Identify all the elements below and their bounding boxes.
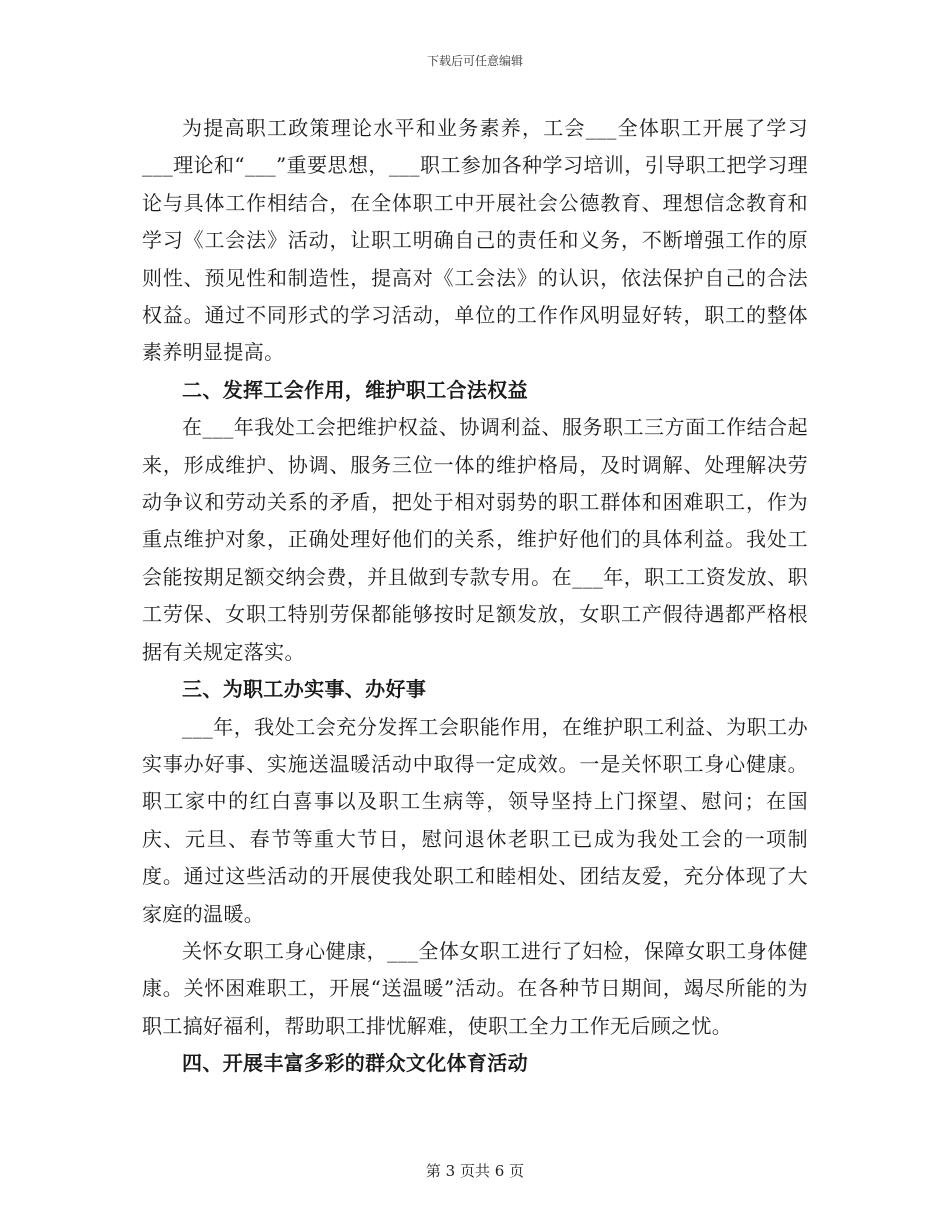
section-heading-4: 四、开展丰富多彩的群众文化体育活动	[182, 1051, 528, 1076]
paragraph-female-workers: 关怀女职工身心健康，___全体女职工进行了妇检，保障女职工身体健康。关怀困难职工，开展“送温暖”活动。在各种节日期间，竭尽所能的为职工搞好福利，帮助职工排忧解难，使职工全力工作无后顾之忧。	[142, 938, 808, 1038]
document-body	[142, 110, 808, 1083]
page-header: 下载后可任意编辑	[426, 54, 523, 68]
paragraph-study: 为提高职工政策理论水平和业务素养，工会___全体职工开展了学习___理论和“___”重要思想，___职工参加各种学习培训，引导职工把学习理论与具体工作相结合，在全体职工中开展社会公德教育、理想信念教育和学习《工会法》活动，让职工明确自己的责任和义务，不断增强工作的原则性、预见性和制造性，提高对《工会法》的认识，依法保护自己的合法权益。通过不同形式的学习活动，单位的工作作风明显好转，职工的整体素养明显提高。	[142, 116, 808, 365]
page-footer: 第 3 页共 6 页	[425, 1162, 525, 1180]
section-heading-3: 三、为职工办实事、办好事	[182, 677, 427, 702]
paragraph-rights: 在___年我处工会把维护权益、协调利益、服务职工三方面工作结合起来，形成维护、协调、服务三位一体的维护格局，及时调解、处理解决劳动争议和劳动关系的矛盾，把处于相对弱势的职工群体和困难职工，作为重点维护对象，正确处理好他们的关系，维护好他们的具体利益。我处工会能按期足额交纳会费，并且做到专款专用。在___年，职工工资发放、职工劳保、女职工特别劳保都能够按时足额发放，女职工产假待遇都严格根据有关规定落实。	[142, 415, 808, 664]
paragraph-practical-matters: ___年，我处工会充分发挥工会职能作用，在维护职工利益、为职工办实事办好事、实施送温暖活动中取得一定成效。一是关怀职工身心健康。职工家中的红白喜事以及职工生病等，领导坚持上门探望、慰问；在国庆、元旦、春节等重大节日，慰问退休老职工已成为我处工会的一项制度。通过这些活动的开展使我处职工和睦相处、团结友爱，充分体现了大家庭的温暖。	[142, 714, 808, 926]
section-heading-2: 二、发挥工会作用，维护职工合法权益	[182, 377, 528, 402]
